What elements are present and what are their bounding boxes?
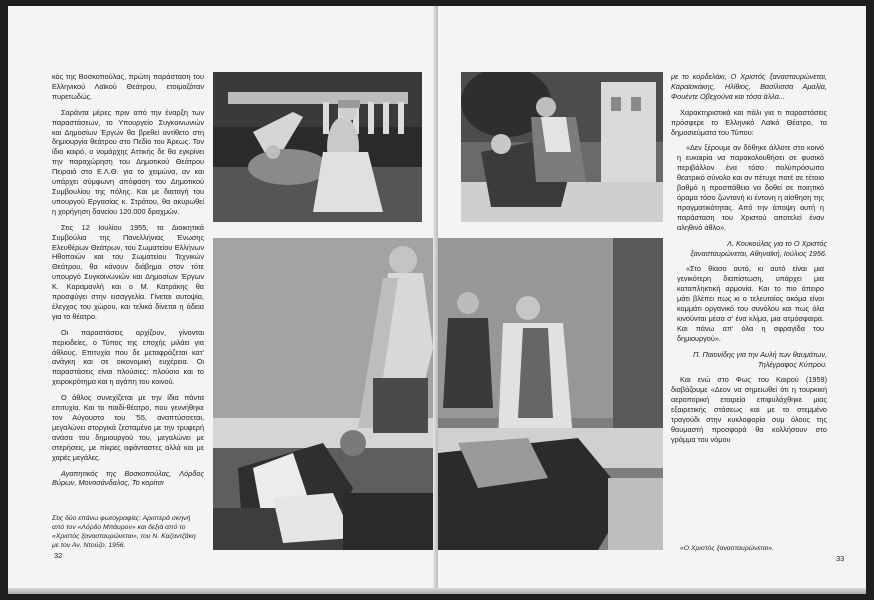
photo-lord-byron [213,72,422,222]
page-bottom-shadow [8,588,866,594]
left-page [8,6,438,594]
book-spread [8,6,866,594]
right-paragraph: Και ενώ στο Φως του Καιρού (1959) διαβάζουμε «Δεον να σημειωθεί ότι η τουρκική αεροπορική εταιρεία επιφυλάχθηκε μιας εξαιρετικής στάσεως και με το στεμμένο τραγούδι στην κυκλοφορία συμ όλους της θαυμαστή προσφορά θα κολλήσουν στο γράμμα του νόμου [671,375,827,444]
photo-christ-recrucified-left [213,238,438,550]
right-intro: με το κορδελάκι, Ο Χριστός ξανασταυρώνεται, Καραϊσκάκης, Ηλίθιος, Βασίλισσα Αμαλία, Φουέντε Οβεχούνα και τόσα άλλα... [671,72,827,101]
left-photo-caption: Στις δύο επάνω φωτογραφίες: Αριστερά σκηνή από τον «Λόρδο Μπάυρον» και δεξιά από το «Χριστός ξανασταυρώνεται», του Ν. Καζαντζάκη με τον Αν. Ντούζο, 1956. [52,515,196,549]
right-page [438,6,866,594]
left-paragraph: κός της Βοσκοπούλας, πρώτη παράσταση του Ελληνικού Λαϊκού Θεάτρου, ετοιμαζόταν πυρετωδώς. [52,72,204,101]
press-quote-1: «Δεν ξέρουμε αν δόθηκε άλλοτε στο κοινό η ευκαιρία να παρακολουθήσει σε φυσικό περιβάλλον ένα τόσο πολύπρόσωπο θεατρικό σύνολο και αν πέτυχε ποτέ σε τέτοιο βαθμό η προσπάθεια να δοθεί σε ποιητικό όραμα τόσο ζωντανή κι έντονη η αίσθηση της πραγματικότητας. Από την άποψη αυτή η παράσταση του Χριστού αποτελεί έναν αληθινό άθλο». [677,143,824,232]
left-text-column [52,72,204,494]
right-text-column [671,72,827,451]
left-closing-titles: Αγαπητικός της Βοσκοπούλας, Λόρδος Βύρων, Μονοσάνδαλος, Το κορίτσι [52,468,204,488]
page-number-right: 33 [836,554,845,563]
left-paragraph: Στις 12 Ιουλίου 1955, τα Διοικητικά Συμβούλια της Πανελλήνιας Ένωσης Ελευθέρων Θεάτρων, του Σωματείου Ελλήνων Ηθοποιών και του Σωματείου Τεχνικών Θεάτρου, θα κάνουν διάβημα στον τότε υπουργό Συγκοινωνιών και Δημοσίων Έργων Κ. Καραμανλή και ο Μ. Κατράκης θα προσφύγει στην εισαγγελία. Γίνεται αυτοψία, έλεγχος του χώρου, και τελικά δίνεται η άδεια για το θέατρο. [52,222,204,321]
photo-christ-recrucified-top [461,72,663,222]
right-lead: Χαρακτηριστικά και πάλι για τι παραστάσεις πρόσφερε το Ελληνικό Λαϊκό Θέατρο, τα δημοσιεύματα του Τύπου: [671,107,827,137]
right-photo-caption: «Ο Χριστός ξανασταυρώνεται». [680,545,774,552]
photo-christ-recrucified-right [438,238,663,550]
left-paragraph: Οι παραστάσεις αρχίζουν, γίνονται περιοδείες, ο Τύπος της εποχής μιλάει για άθλους. Επιτυχία που δε μεταφράζεται κατ' ανάγκη και σε οικονομική ευχέρεια. Οι παραστάσεις είναι πλούσιες: πλούσιο και το χειροκρότημα και η αγάπη του κοινού. [52,327,204,387]
page-number-left: 32 [54,551,63,560]
left-paragraph: Σαράντα μέρες πριν από την έναρξη των παραστάσεων, το Υπουργείο Συγκοινωνιών και Δημοσίων Έργων θα βρεθεί αντίθετο στη δημιουργία θεάτρου στο Πεδίο του Άρεως. Τον ίδιο καιρό, ο νομάρχης Αττικής δε θα εγκρίνει την παραχώρηση του Δημοτικού Θεάτρου Πειραιά στο Ε.Λ.Θ. για το χειμώνα, αν και υπάρχει σύμφωνη απόφαση του Δημοτικού Συμβουλίου της πόλης. Και με διαταγή του υπουργού Εργασίας κ. Στράτου, θα ακυρωθεί η χορήγηση δανείου 120.000 δραχμών. [52,107,204,216]
left-paragraph: Ο άθλος συνεχίζεται με την ίδια πάντα επιτυχία. Και το παιδί-θέατρο, που γεννήθηκε τον Αύγουστο του '55, αναπτύσσεται, μεγαλώνει στοργικά ζεσταμένο με την τρυφερή ανάσα του δημιουργού του, μεγαλώνει με στερήσεις, με πίκρες αφάνταστες αλλά και με χαρές μεγάλες. [52,393,204,462]
press-author-1: Λ. Κουκούλας για το Ο Χριστός ξανασταυρώνεται, Αθηναϊκή, Ιούλιος 1956. [690,238,827,258]
press-quote-2: «Στο θίασο αυτό, κι αυτό είναι μια γενικότερη διαπίστωση, υπάρχει μια καταπληκτική αρμονία. Και το πιο άπειρο μάτι βλέπει πως κι ο τελευταίος ακόμα είναι κομμάτι οργανικό του συνόλου και πως όλα κινούνται μέσα σ' ένα κλίμα, μια ατμόσφαιρα. Και πάνω απ' όλα η σφραγίδα του δημιουργού». [677,264,824,343]
press-author-2: Π. Παιονίδης για την Αυλή των θαυμάτων, Τηλέγραφος Κύπρου. [693,349,827,369]
